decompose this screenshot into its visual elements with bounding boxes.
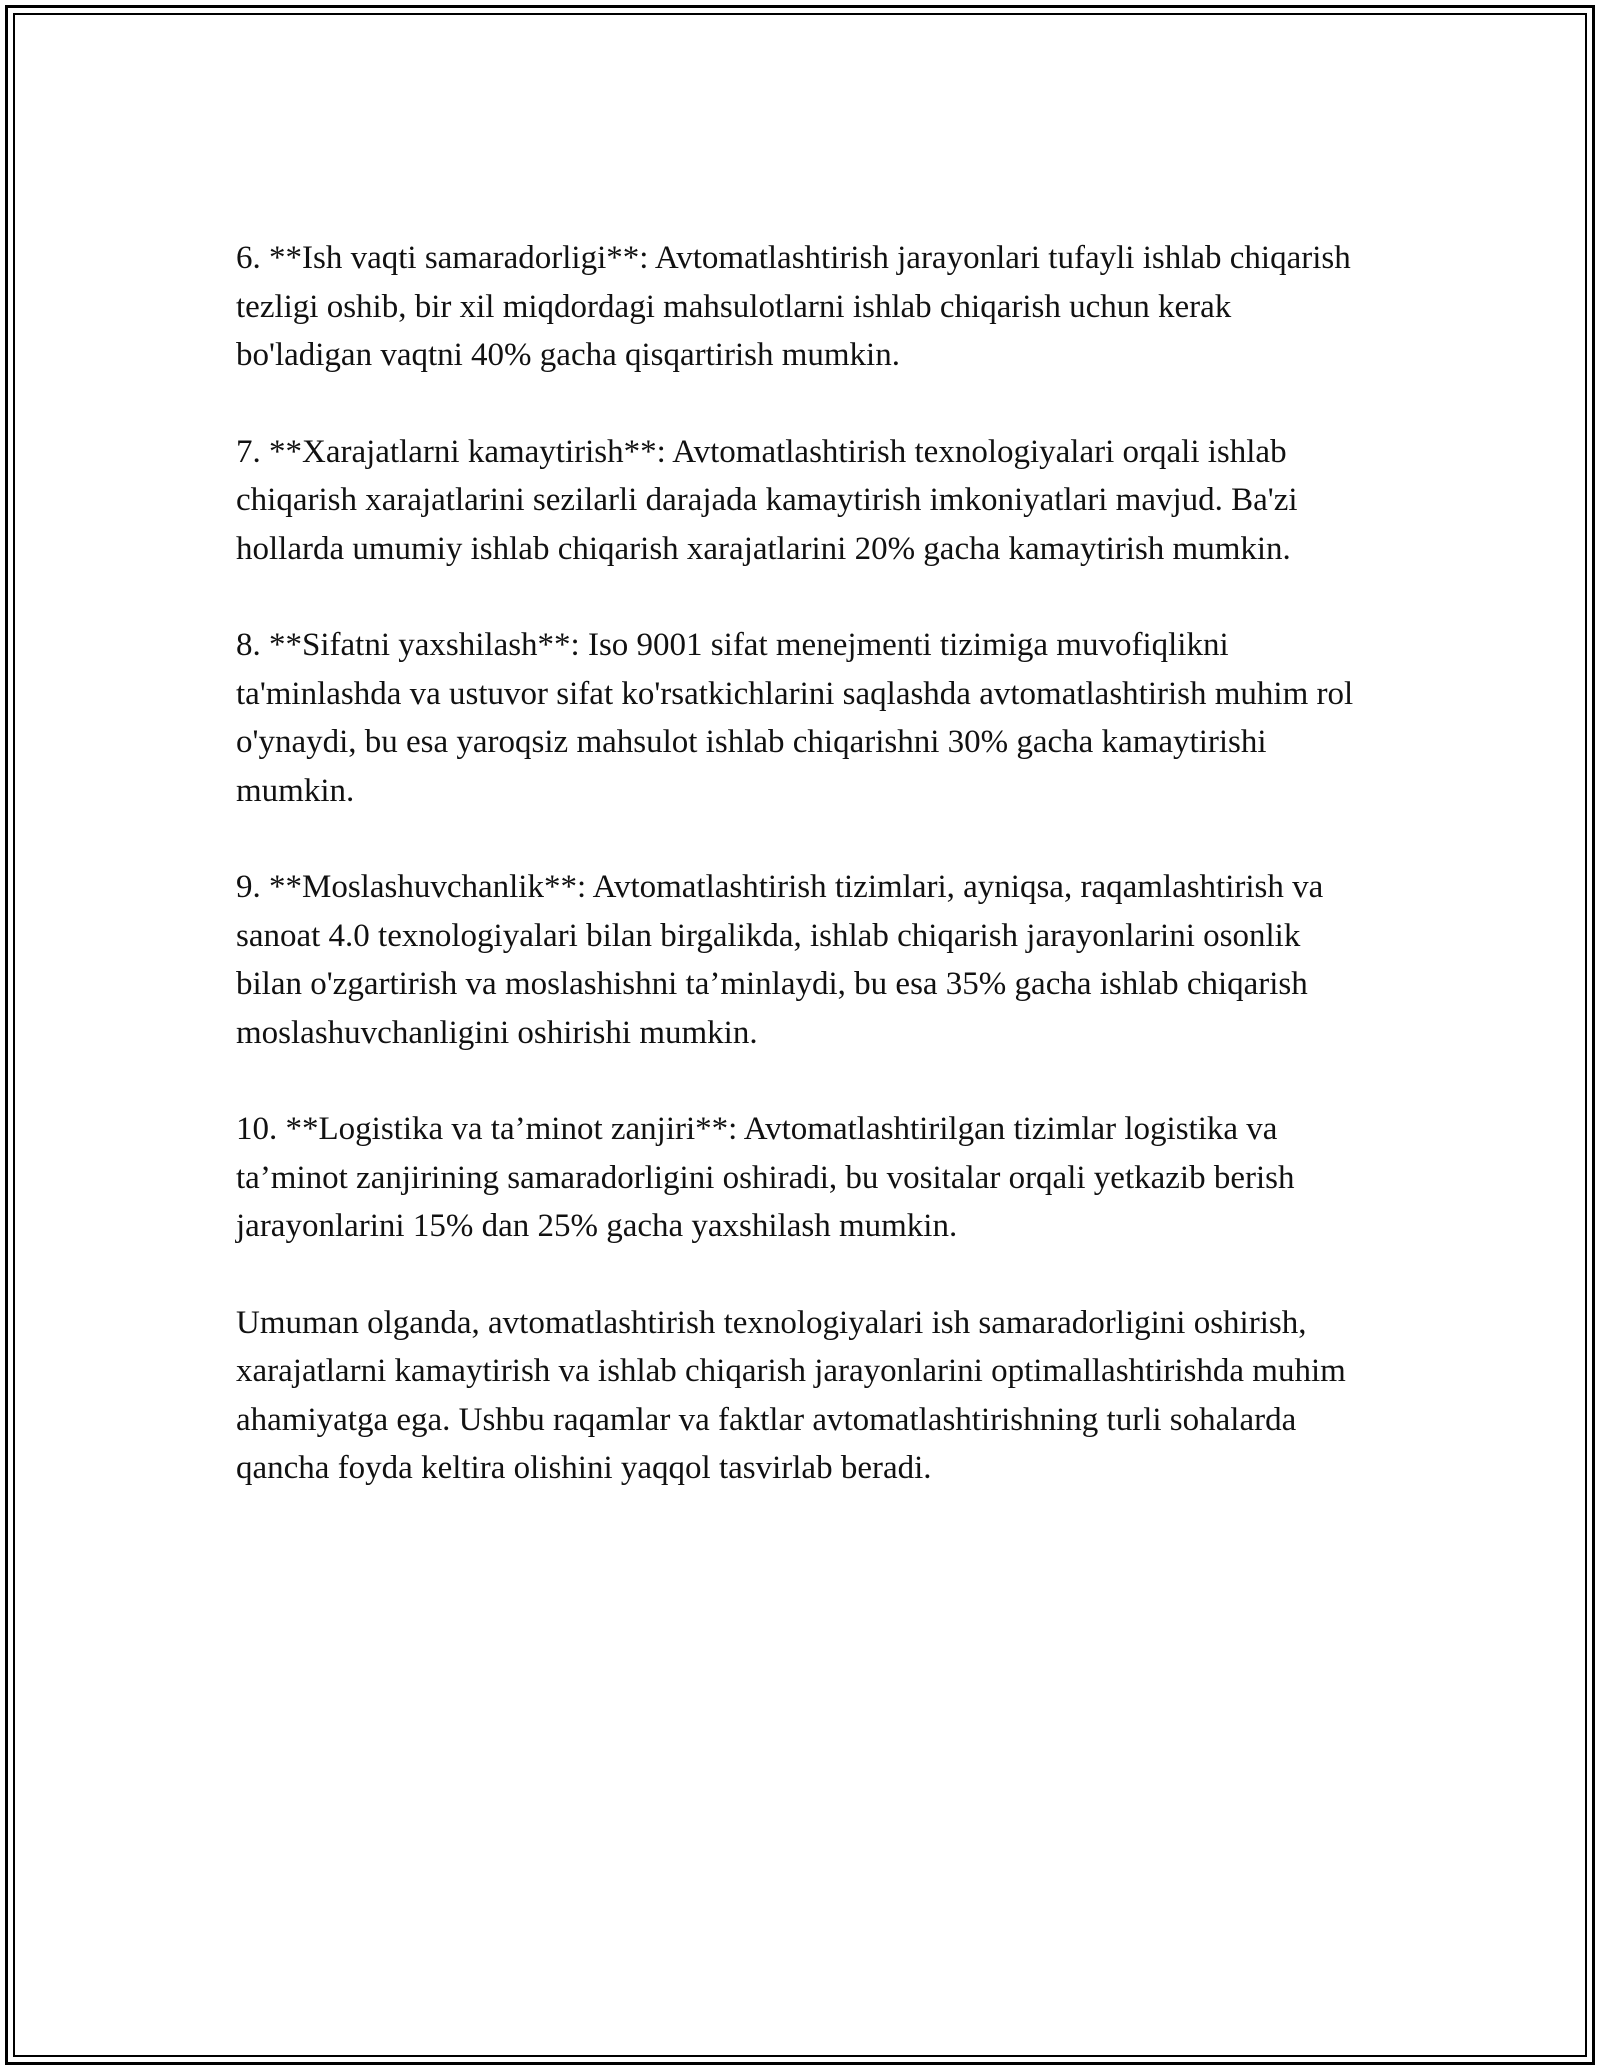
conclusion-paragraph: Umuman olganda, avtomatlashtirish texnologiyalari ish samaradorligini oshirish, xarajatlarni kamaytirish va ishlab chiqarish jarayonlarini optimallashtirishda muhim ahamiyatga ega. Ushbu raqamlar va faktlar avtomatlashtirishning turli sohalarda qancha foyda keltira olishini yaqqol tasvirlab beradi. bbox=[236, 1304, 1346, 1486]
paragraph-item-9: 9. **Moslashuvchanlik**: Avtomatlashtirish tizimlari, ayniqsa, raqamlashtirish va sanoat 4.0 texnologiyalari bilan birgalikda, ishlab chiqarish jarayonlarini osonlik bilan o'zgartirish va moslashishni ta’minlaydi, bu esa 35% gacha ishlab chiqarish moslashuvchanligini oshirishi mumkin. bbox=[236, 869, 1324, 1051]
paragraph-item-7: 7. **Xarajatlarni kamaytirish**: Avtomatlashtirish texnologiyalari orqali ishlab chiqarish xarajatlarini sezilarli darajada kamaytirish imkoniyatlari mavjud. Ba'zi hollarda umumiy ishlab chiqarish xarajatlarini 20% gacha kamaytirish mumkin. bbox=[236, 433, 1298, 567]
paragraph-item-6: 6. **Ish vaqti samaradorligi**: Avtomatlashtirish jarayonlari tufayli ishlab chiqarish tezligi oshib, bir xil miqdordagi mahsulotlarni ishlab chiqarish uchun kerak bo'ladigan vaqtni 40% gacha qisqartirish mumkin. bbox=[236, 240, 1351, 373]
document-body bbox=[236, 234, 1366, 1493]
paragraph-item-8: 8. **Sifatni yaxshilash**: Iso 9001 sifat menejmenti tizimiga muvofiqlikni ta'minlashda va ustuvor sifat ko'rsatkichlarini saqlashda avtomatlashtirish muhim rol o'ynaydi, bu esa yaroqsiz mahsulot ishlab chiqarishni 30% gacha kamaytirishi mumkin. bbox=[236, 627, 1354, 809]
paragraph-item-10: 10. **Logistika va ta’minot zanjiri**: Avtomatlashtirilgan tizimlar logistika va ta’minot zanjirining samaradorligini oshiradi, bu vositalar orqali yetkazib berish jarayonlarini 15% dan 25% gacha yaxshilash mumkin. bbox=[236, 1111, 1295, 1244]
